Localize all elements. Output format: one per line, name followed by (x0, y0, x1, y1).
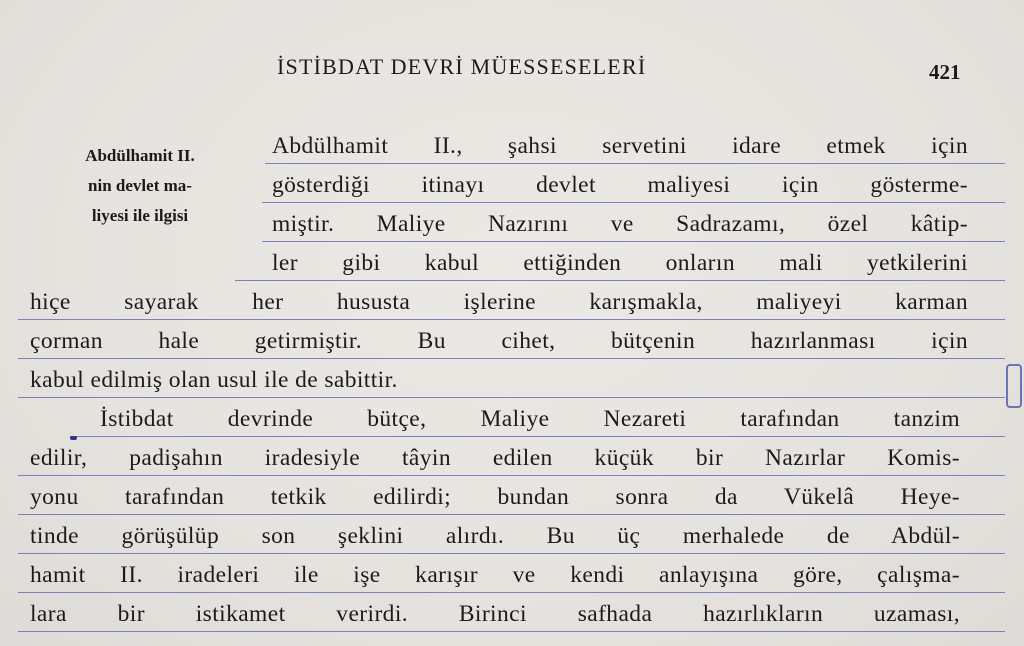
body-line: yonu tarafından tetkik edilirdi; bundan sonra da Vükelâ Heye- (30, 484, 960, 510)
pen-underline (262, 202, 1005, 203)
margin-note-line: liyesi ile ilgisi (91, 206, 189, 225)
body-line: İstibdat devrinde bütçe, Maliye Nezareti tarafından tanzim (100, 406, 960, 432)
pen-underline (70, 436, 1005, 437)
pen-underline (18, 553, 1005, 554)
pen-underline (18, 631, 1005, 632)
body-line: hamit II. iradeleri ile işe karışır ve kendi anlayışına göre, çalışma- (30, 562, 960, 588)
pen-underline (18, 319, 1005, 320)
pen-bracket-mark (1006, 364, 1022, 408)
pen-underline (265, 163, 1005, 164)
pen-underline (18, 592, 1005, 593)
body-line: hiçe sayarak her hususta işlerine karışmakla, maliyeyi karman (30, 289, 968, 315)
body-line: lara bir istikamet verirdi. Birinci safhada hazırlıkların uzaması, (30, 601, 960, 627)
page-number: 421 (929, 60, 961, 84)
body-line: Abdülhamit II., şahsi servetini idare etmek için (272, 133, 968, 159)
body-line: miştir. Maliye Nazırını ve Sadrazamı, özel kâtip- (272, 211, 968, 237)
pen-underline (262, 241, 1005, 242)
body-line: edilir, padişahın iradesiyle tâyin edilen küçük bir Nazırlar Komis- (30, 445, 960, 471)
body-line: çorman hale getirmiştir. Bu cihet, bütçenin hazırlanması için (30, 328, 968, 354)
margin-note-line: nin devlet ma- (88, 176, 192, 195)
body-line: gösterdiği itinayı devlet maliyesi için gösterme- (272, 172, 968, 198)
pen-underline (18, 358, 1005, 359)
pen-dot-mark (70, 436, 77, 440)
running-header-title: İSTİBDAT DEVRİ MÜESSESELERİ (277, 54, 647, 79)
body-line: ler gibi kabul ettiğinden onların mali yetkilerini (272, 250, 968, 276)
margin-note-line: Abdülhamit II. (85, 146, 195, 165)
body-line: tinde görüşülüp son şeklini alırdı. Bu üç merhalede de Abdül- (30, 523, 960, 549)
pen-underline (18, 397, 1005, 398)
pen-underline (18, 514, 1005, 515)
margin-note (40, 141, 240, 231)
body-line: kabul edilmiş olan usul ile de sabittir. (30, 367, 398, 393)
pen-underline (235, 280, 1005, 281)
pen-underline (18, 475, 1005, 476)
